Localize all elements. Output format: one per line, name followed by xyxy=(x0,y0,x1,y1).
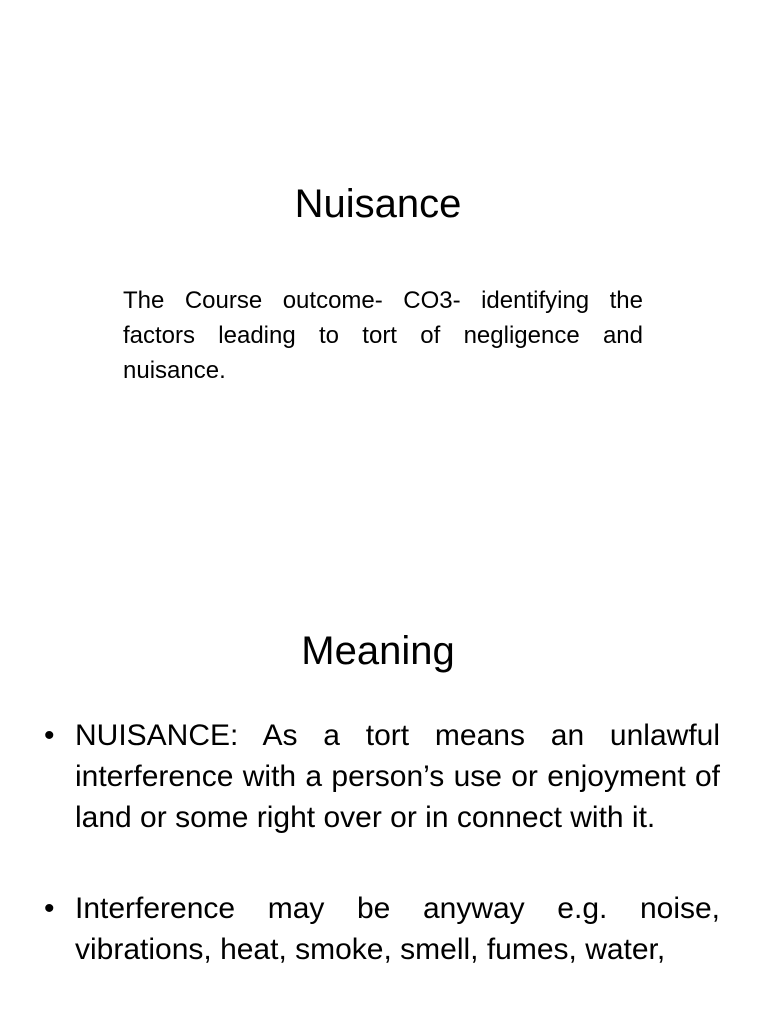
bullet-item xyxy=(0,888,768,970)
bullet-dot-icon: • xyxy=(44,892,55,925)
bullet-dot-icon: • xyxy=(44,719,55,752)
slide-meaning xyxy=(0,560,768,1024)
course-outcome-text: The Course outcome- CO3- identifying the factors leading to tort of negligence and nuisance. xyxy=(123,287,643,384)
bullet-text: NUISANCE: As a tort means an unlawful interference with a person’s use or enjoyment of land or some right over or in connect with it. xyxy=(75,719,720,834)
bullet-text: Interference may be anyway e.g. noise, vibrations, heat, smoke, smell, fumes, water, xyxy=(75,892,720,966)
slide-title: Meaning xyxy=(301,629,455,673)
bullet-list xyxy=(0,715,768,1020)
slide-title: Nuisance xyxy=(294,182,462,226)
bullet-item xyxy=(0,715,768,838)
